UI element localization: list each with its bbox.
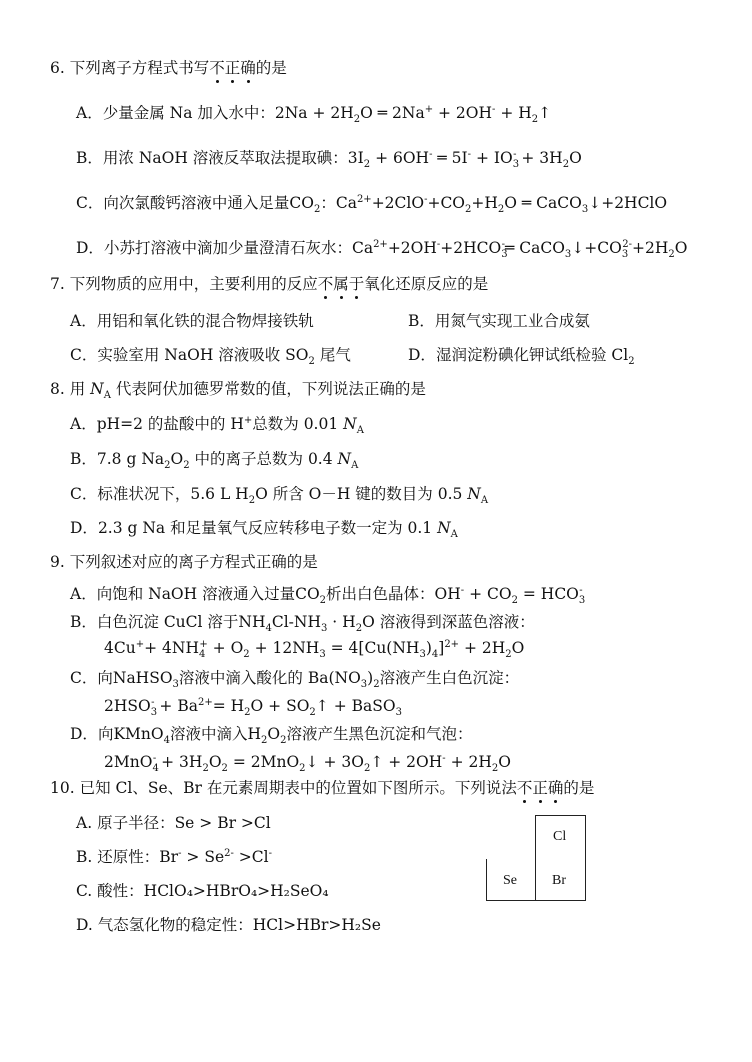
question-6-stem: 6. 下列离子方程式书写不正确的是 <box>50 59 287 77</box>
question-8-option-d: D．2.3 g Na 和足量氧气反应转移电子数一定为 0.1 $N_A$ <box>70 519 458 541</box>
element-se: Se <box>503 873 517 888</box>
question-8-option-a: A．pH=2 的盐酸中的 H+总数为 0.01 $N_A$ <box>70 414 364 437</box>
question-6-option-d: D．小苏打溶液中滴加少量澄清石灰水：$Ca^{2+}+2OH^-+2HCO_3^-═$ $CaCO_3↓+CO_3^{2-}+2H_2O$ <box>76 238 688 261</box>
question-9-option-b-equation: $4Cu^++ 4NH_4^+ + O_2 + 12NH_3 = 4[Cu(NH_3)_4]^{2+} + 2H_2O$ <box>104 638 525 661</box>
question-9-option-d: D．向KMnO$_4$溶液中滴入$H_2O_2$溶液产生黑色沉淀和气泡： <box>70 725 473 747</box>
table-border-middle <box>535 815 536 901</box>
question-8-option-c: C．标准状况下，5.6 L $H_2O$ 所含 O－H 键的数目为 0.5 $N_A$ <box>70 485 489 507</box>
table-border-top <box>535 815 585 816</box>
question-8-option-b: B．7.8 g $Na_2O_2$ 中的离子总数为 0.4 $N_A$ <box>70 450 359 472</box>
question-9-option-c-equation: $2HSO_3^- + Ba^{2+}= H_2O$ + $SO_2↑$ + BaSO$_3$ <box>104 696 402 719</box>
question-10-option-b: B. 还原性：$Br^- > Se^{2-} >Cl^-$ <box>76 847 272 866</box>
question-9-option-d-equation: $2MnO_4^- + 3H_2O_2$ = 2MnO$_2$↓ + $3O_2↑ + 2OH^- + 2H_2O$ <box>104 752 511 775</box>
question-10-stem: 10. 已知 Cl、Se、Br 在元素周期表中的位置如下图所示。下列说法不正确的是 <box>50 779 595 797</box>
question-9-option-b: B．白色沉淀 CuCl 溶于$NH_4Cl-NH_3 \cdot H_2O$ 溶液得到深蓝色溶液： <box>70 613 535 635</box>
element-br: Br <box>552 873 566 888</box>
question-9-stem: 9. 下列叙述对应的离子方程式正确的是 <box>50 553 318 571</box>
question-7-option-d: D．湿润淀粉碘化钾试纸检验 $Cl_2$ <box>408 346 635 368</box>
question-7-option-a: A．用铝和氧化铁的混合物焊接铁轨 <box>70 312 314 330</box>
question-10-option-c: C. 酸性：HClO₄>HBrO₄>H₂SeO₄ <box>76 882 329 900</box>
question-10-option-d: D. 气态氢化物的稳定性：HCl>HBr>H₂Se <box>76 916 381 934</box>
table-border-right <box>585 815 586 901</box>
table-border-bottom <box>486 900 586 901</box>
question-6-option-c: C．向次氯酸钙溶液中通入足量$CO_2$：$Ca^{2+}+2ClO^-+CO_2+H_2O$ ═ CaCO$_3$↓+2HClO <box>76 193 668 216</box>
question-6-option-a: A．少量金属 Na 加入水中：$2Na + 2H_2O$ ═ $2Na^+ + 2OH^- + H_2↑$ <box>76 103 552 126</box>
question-6-option-b: B．用浓 NaOH 溶液反萃取法提取碘：$3I_2 + 6OH^-$ ═ $5I^- + IO_3^- + 3H_2O$ <box>76 148 582 171</box>
question-7-stem: 7. 下列物质的应用中，主要利用的反应不属于氧化还原反应的是 <box>50 275 489 293</box>
question-8-stem: 8. 用 $N_A$ 代表阿伏加德罗常数的值，下列说法正确的是 <box>50 380 426 402</box>
question-7-option-b: B．用氮气实现工业合成氨 <box>408 312 590 330</box>
question-10-option-a: A. 原子半径：Se > Br >Cl <box>76 814 271 832</box>
element-cl: Cl <box>553 829 567 844</box>
question-9-option-a: A．向饱和 NaOH 溶液通入过量$CO_2$析出白色晶体：$OH^- + CO_2 = HCO_3^-$ <box>70 584 586 607</box>
table-border-left <box>486 859 487 901</box>
periodic-table-fragment <box>486 815 586 901</box>
question-9-option-c: C．向NaHSO$_3$溶液中滴入酸化的 $Ba(NO_3)_2$溶液产生白色沉淀： <box>70 669 520 691</box>
question-7-option-c: C．实验室用 NaOH 溶液吸收 $SO_2$ 尾气 <box>70 346 351 368</box>
